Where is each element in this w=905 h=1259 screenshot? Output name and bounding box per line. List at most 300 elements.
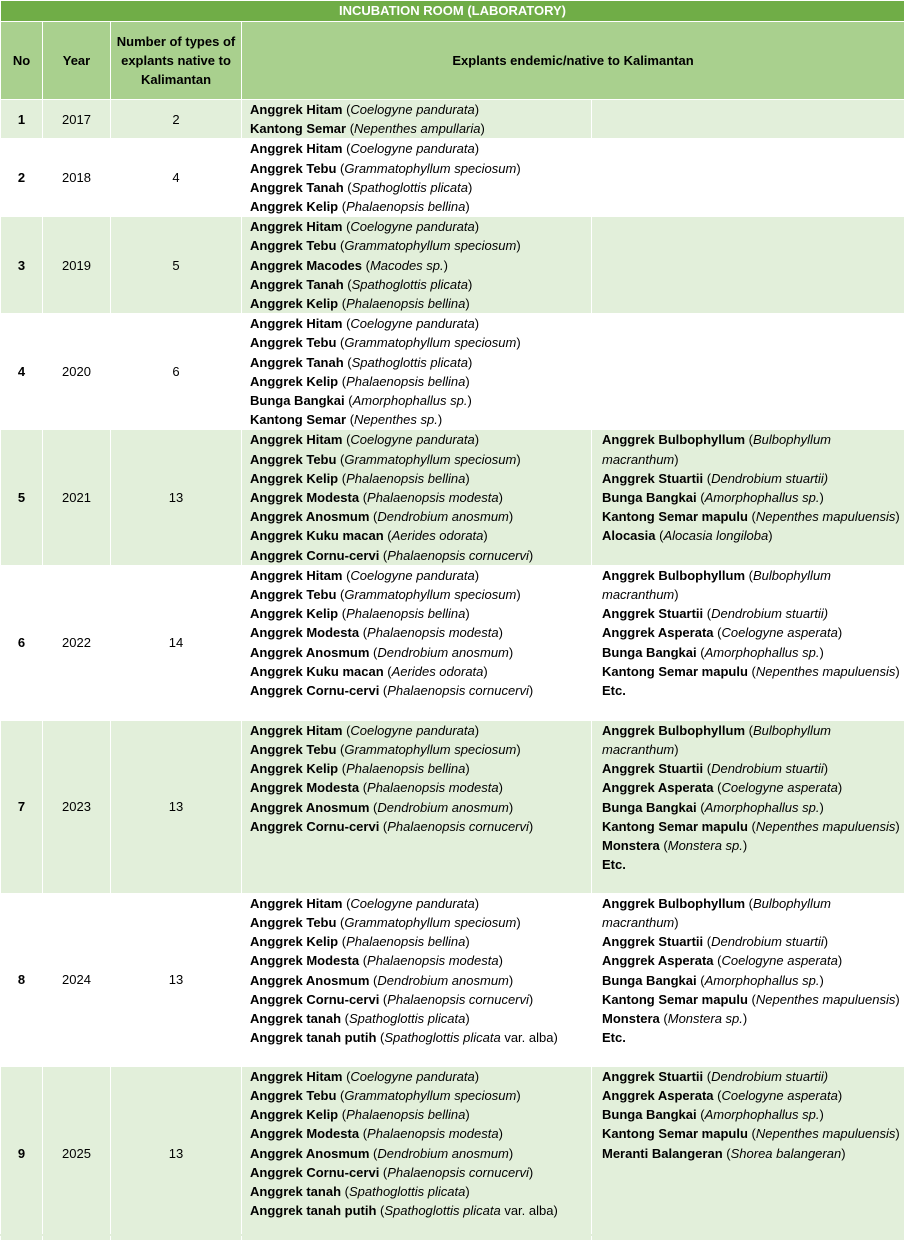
paren-open: (	[369, 1145, 378, 1161]
paren-open: (	[342, 567, 351, 583]
row-count: 13	[111, 720, 242, 893]
explant-entry	[602, 566, 902, 604]
scientific-name: Phalaenopsis modesta	[367, 490, 499, 506]
explant-entry	[602, 662, 902, 681]
common-name: Anggrek Hitam	[250, 722, 343, 738]
scientific-name: Amorphophallus sp.	[704, 799, 820, 815]
common-name: Bunga Bangkai	[602, 972, 697, 988]
row-number: 8	[1, 893, 43, 1066]
paren-open: (	[655, 528, 664, 544]
paren-open: (	[342, 1068, 351, 1084]
explant-entry	[250, 643, 589, 662]
scientific-name: Alocasia longiloba	[663, 528, 769, 544]
common-name: Anggrek tanah putih	[250, 1203, 377, 1219]
scientific-name: Phalaenopsis bellina	[346, 761, 466, 777]
explant-entry	[250, 740, 589, 759]
paren-open: (	[376, 1203, 385, 1219]
paren-close: )	[465, 470, 470, 486]
explant-entry	[602, 430, 902, 468]
paren-open: (	[342, 895, 351, 911]
explant-entry	[250, 585, 589, 604]
explant-entry	[250, 913, 589, 932]
common-name: Etc.	[602, 1030, 626, 1046]
paren-close: )	[474, 219, 480, 235]
explant-entry	[602, 526, 902, 545]
header-count: Number of types of explants native to Kalimantan	[111, 22, 242, 100]
scientific-name: Grammatophyllum speciosum	[344, 1088, 517, 1104]
paren-close: )	[508, 509, 514, 525]
paren-close: )	[508, 1145, 514, 1161]
explant-entry	[250, 197, 589, 216]
explant-list-left	[242, 565, 592, 720]
scientific-name: Coelogyne pandurata	[350, 219, 475, 235]
paren-open: (	[342, 432, 351, 448]
explant-entry	[250, 778, 589, 797]
paren-open: (	[338, 373, 347, 389]
common-name: Kantong Semar mapulu	[602, 663, 748, 679]
explant-entry	[250, 333, 589, 352]
common-name: Anggrek Kuku macan	[250, 663, 384, 679]
paren-open: (	[383, 663, 392, 679]
scientific-name: Phalaenopsis modesta	[367, 1126, 499, 1142]
common-name: Bunga Bangkai	[250, 393, 345, 409]
explant-entry	[250, 894, 589, 913]
table-row	[1, 217, 905, 314]
paren-open: (	[747, 991, 756, 1007]
common-name: Anggrek Hitam	[250, 432, 343, 448]
paren-open: (	[379, 1164, 388, 1180]
scientific-name: Phalaenopsis bellina	[346, 199, 466, 215]
paren-close: )	[841, 1145, 846, 1161]
paren-close: )	[516, 335, 521, 351]
explant-list-right	[592, 893, 905, 1066]
explant-entry	[602, 1028, 902, 1047]
paren-close: )	[467, 354, 473, 370]
scientific-name: Spathoglottis plicata	[351, 354, 468, 370]
scientific-name: Dendrobium anosmum	[377, 644, 509, 660]
common-name: Anggrek Stuartii	[602, 470, 704, 486]
common-name: Anggrek Kelip	[250, 606, 339, 622]
paren-close: )	[474, 567, 480, 583]
common-name: Anggrek Tanah	[250, 354, 344, 370]
common-name: Anggrek Stuartii	[602, 606, 704, 622]
scientific-name: Monstera sp.	[667, 1011, 743, 1027]
common-name: Anggrek Asperata	[602, 953, 714, 969]
paren-close: )	[674, 587, 679, 603]
explant-entry	[250, 119, 589, 138]
scientific-name: Phalaenopsis modesta	[367, 953, 499, 969]
explant-list-left	[242, 1066, 592, 1240]
paren-close: )	[516, 451, 521, 467]
table-row	[1, 893, 905, 1066]
common-name: Anggrek Cornu-cervi	[250, 547, 380, 563]
common-name: Kantong Semar mapulu	[602, 991, 748, 1007]
explant-entry	[602, 990, 902, 1009]
paren-close: )	[465, 199, 470, 215]
explant-entry	[250, 1201, 589, 1220]
paren-close: )	[516, 1088, 521, 1104]
paren-close: )	[516, 742, 521, 758]
row-number: 4	[1, 314, 43, 430]
paren-open: (	[342, 722, 351, 738]
table-row	[1, 100, 905, 139]
common-name: Anggrek Modesta	[250, 490, 360, 506]
paren-open: (	[696, 490, 705, 506]
explant-entry	[250, 100, 589, 119]
common-name: Anggrek Bulbophyllum	[602, 432, 745, 448]
row-number: 2	[1, 139, 43, 217]
explant-entry	[250, 488, 589, 507]
scientific-name: Phalaenopsis modesta	[367, 625, 499, 641]
scientific-name: Phalaenopsis cornucervi	[387, 683, 529, 699]
common-name: Anggrek Tebu	[250, 587, 337, 603]
paren-open: (	[745, 567, 753, 583]
common-name: Meranti Balangeran	[602, 1145, 723, 1161]
scientific-name: Phalaenopsis bellina	[346, 373, 466, 389]
paren-open: (	[341, 1011, 349, 1027]
paren-close: )	[742, 838, 748, 854]
explant-list-right	[592, 720, 905, 893]
explant-list-right	[592, 217, 905, 314]
common-name: Bunga Bangkai	[602, 644, 697, 660]
paren-close: )	[516, 915, 521, 931]
paren-close: )	[498, 625, 503, 641]
common-name: Bunga Bangkai	[602, 490, 697, 506]
paren-open: (	[338, 1107, 347, 1123]
explant-entry	[602, 932, 902, 951]
common-name: Anggrek Tebu	[250, 742, 337, 758]
paren-open: (	[336, 335, 345, 351]
paren-close: )	[837, 780, 843, 796]
paren-open: (	[336, 1088, 345, 1104]
paren-open: (	[338, 296, 347, 312]
row-count: 4	[111, 139, 242, 217]
scientific-name: Spathoglottis plicata	[348, 1011, 466, 1027]
scientific-name: Phalaenopsis bellina	[346, 606, 466, 622]
paren-open: (	[713, 953, 722, 969]
paren-close: )	[823, 761, 829, 777]
paren-close: )	[443, 257, 448, 273]
paren-open: (	[336, 742, 345, 758]
common-name: Anggrek Anosmum	[250, 799, 370, 815]
paren-close: )	[674, 742, 679, 758]
explant-entry	[250, 217, 589, 236]
scientific-name: Nepenthes mapuluensis	[755, 1126, 896, 1142]
explant-list-right	[592, 565, 905, 720]
explant-entry	[250, 236, 589, 255]
scientific-name: Dendrobium stuartii)	[711, 1068, 829, 1084]
row-year: 2022	[43, 565, 111, 720]
scientific-name: Dendrobium stuartii	[711, 761, 824, 777]
row-number: 7	[1, 720, 43, 893]
paren-close: )	[465, 1011, 470, 1027]
common-name: Anggrek Hitam	[250, 567, 343, 583]
row-count: 14	[111, 565, 242, 720]
scientific-name: Dendrobium stuartii	[711, 934, 824, 950]
paren-open: (	[379, 818, 388, 834]
paren-close: )	[819, 490, 824, 506]
explant-entry	[250, 817, 589, 836]
common-name: Anggrek Anosmum	[250, 644, 370, 660]
paren-open: (	[747, 1126, 756, 1142]
explant-entry	[602, 1086, 902, 1105]
explant-entry	[250, 430, 589, 449]
scientific-name: Coelogyne asperata	[721, 1088, 838, 1104]
scientific-name: Coelogyne pandurata	[350, 895, 475, 911]
row-count: 13	[111, 893, 242, 1066]
scientific-name: Bulbophyllum macranthum	[602, 895, 831, 931]
scientific-name: Aerides odorata	[391, 663, 484, 679]
scientific-name: Grammatophyllum speciosum	[344, 451, 517, 467]
explant-entry	[250, 1105, 589, 1124]
paren-close: )	[516, 238, 521, 254]
paren-open: (	[336, 451, 345, 467]
paren-open: (	[342, 102, 351, 117]
scientific-name: Amorphophallus sp.	[352, 393, 468, 409]
paren-close: )	[528, 683, 534, 699]
paren-close: )	[465, 606, 470, 622]
scientific-name: Macodes sp.	[369, 257, 444, 273]
explant-entry	[250, 1124, 589, 1143]
explant-entry	[602, 488, 902, 507]
scientific-name: Nepenthes mapuluensis	[755, 663, 896, 679]
common-name: Anggrek Kelip	[250, 373, 339, 389]
scientific-name: Bulbophyllum macranthum	[602, 432, 831, 467]
explant-entry	[250, 507, 589, 526]
paren-close: )	[895, 509, 900, 525]
paren-open: (	[342, 316, 351, 332]
scientific-name: Nepenthes mapuluensis	[755, 818, 896, 834]
paren-close: )	[819, 799, 824, 815]
explant-entry	[602, 643, 902, 662]
explant-entry	[250, 294, 589, 313]
explant-entry	[250, 410, 589, 429]
row-year: 2019	[43, 217, 111, 314]
scientific-name: Spathoglottis plicata	[351, 179, 468, 195]
row-year: 2020	[43, 314, 111, 430]
explant-entry	[602, 1067, 902, 1086]
scientific-name: Dendrobium stuartii)	[711, 606, 829, 622]
common-name: Anggrek Hitam	[250, 219, 343, 235]
paren-close: )	[498, 490, 503, 506]
common-name: Anggrek Modesta	[250, 1126, 360, 1142]
paren-open: (	[341, 1184, 349, 1200]
paren-close: )	[474, 316, 480, 332]
explant-entry	[250, 275, 589, 294]
table-row	[1, 139, 905, 217]
paren-close: )	[465, 934, 470, 950]
paren-close: )	[498, 780, 503, 796]
paren-open: (	[383, 528, 392, 544]
paren-close: )	[467, 393, 472, 409]
paren-close: )	[837, 1088, 843, 1104]
paren-close: )	[465, 1184, 470, 1200]
explant-entry	[250, 662, 589, 681]
explant-list-right	[592, 139, 905, 217]
paren-open: (	[369, 644, 378, 660]
paren-close: var. alba)	[500, 1030, 558, 1046]
paren-close: )	[483, 528, 488, 544]
explant-entry	[250, 256, 589, 275]
common-name: Anggrek tanah	[250, 1184, 342, 1200]
common-name: Anggrek Cornu-cervi	[250, 1164, 380, 1180]
common-name: Kantong Semar	[250, 412, 347, 428]
explant-entry	[250, 1028, 589, 1047]
paren-open: (	[336, 915, 345, 931]
scientific-name: Coelogyne pandurata	[350, 722, 475, 738]
paren-open: (	[696, 972, 705, 988]
scientific-name: Phalaenopsis cornucervi	[387, 991, 529, 1007]
paren-open: (	[659, 838, 668, 854]
paren-open: (	[745, 722, 753, 738]
scientific-name: Coelogyne pandurata	[350, 432, 475, 448]
common-name: Kantong Semar	[250, 121, 347, 137]
paren-open: (	[703, 470, 712, 486]
common-name: Anggrek Tebu	[250, 915, 337, 931]
scientific-name: Coelogyne asperata	[721, 780, 838, 796]
paren-close: )	[480, 121, 485, 137]
explant-entry	[602, 1124, 902, 1143]
explant-entry	[250, 353, 589, 372]
common-name: Anggrek Hitam	[250, 1068, 343, 1084]
scientific-name: Phalaenopsis bellina	[346, 934, 466, 950]
common-name: Anggrek Kelip	[250, 761, 339, 777]
common-name: Kantong Semar mapulu	[602, 818, 748, 834]
common-name: Anggrek Bulbophyllum	[602, 722, 745, 738]
explant-list-left	[242, 720, 592, 893]
paren-open: (	[336, 587, 345, 603]
scientific-name: Dendrobium stuartii)	[711, 470, 829, 486]
explant-entry	[602, 681, 902, 700]
common-name: Anggrek Stuartii	[602, 934, 704, 950]
explant-entry	[250, 681, 589, 700]
paren-open: (	[713, 625, 722, 641]
explant-entry	[250, 951, 589, 970]
common-name: Anggrek Tebu	[250, 1088, 337, 1104]
explant-entry	[602, 1144, 902, 1163]
scientific-name: Nepenthes sp.	[354, 412, 438, 428]
table-row	[1, 1066, 905, 1240]
paren-close: )	[895, 818, 900, 834]
paren-open: (	[338, 470, 347, 486]
scientific-name: Phalaenopsis bellina	[346, 470, 466, 486]
scientific-name: Spathoglottis plicata	[384, 1030, 501, 1046]
explant-entry	[250, 159, 589, 178]
paren-open: (	[747, 818, 756, 834]
common-name: Anggrek Modesta	[250, 625, 360, 641]
explant-entry	[250, 798, 589, 817]
row-count: 2	[111, 100, 242, 139]
scientific-name: Bulbophyllum macranthum	[602, 722, 831, 758]
explant-list-left	[242, 314, 592, 430]
row-number: 5	[1, 430, 43, 565]
explant-list-right	[592, 100, 905, 139]
paren-close: )	[819, 644, 824, 660]
common-name: Anggrek Macodes	[250, 257, 362, 273]
paren-close: )	[474, 432, 480, 448]
row-year: 2018	[43, 139, 111, 217]
paren-open: (	[722, 1145, 731, 1161]
scientific-name: Spathoglottis plicata	[384, 1203, 501, 1219]
scientific-name: Grammatophyllum speciosum	[344, 160, 517, 176]
paren-open: (	[336, 238, 345, 254]
common-name: Etc.	[602, 857, 626, 873]
row-year: 2017	[43, 100, 111, 139]
paren-open: (	[696, 1107, 705, 1123]
row-number: 6	[1, 565, 43, 720]
row-count: 13	[111, 1066, 242, 1240]
paren-close: )	[498, 1126, 503, 1142]
explant-entry	[602, 836, 902, 855]
explant-entry	[602, 855, 902, 874]
paren-close: )	[837, 625, 843, 641]
scientific-name: Nepenthes mapuluensis	[755, 991, 896, 1007]
paren-close: )	[465, 373, 470, 389]
paren-close: )	[895, 1126, 900, 1142]
paren-close: )	[508, 972, 514, 988]
table-row	[1, 314, 905, 430]
paren-close: )	[508, 644, 514, 660]
paren-open: (	[346, 121, 355, 137]
scientific-name: Nepenthes ampullaria	[354, 121, 481, 137]
common-name: Anggrek Modesta	[250, 953, 360, 969]
table-bottom-border	[0, 1234, 904, 1236]
paren-close: )	[674, 915, 679, 931]
explant-entry	[602, 507, 902, 526]
table-row	[1, 565, 905, 720]
paren-open: (	[359, 490, 368, 506]
common-name: Bunga Bangkai	[602, 1107, 697, 1123]
paren-close: )	[819, 972, 824, 988]
common-name: Etc.	[602, 683, 626, 699]
paren-open: (	[338, 761, 347, 777]
common-name: Anggrek Tebu	[250, 238, 337, 254]
explant-entry	[602, 798, 902, 817]
common-name: Anggrek Stuartii	[602, 1068, 704, 1084]
paren-open: (	[745, 895, 753, 911]
explant-entry	[602, 778, 902, 797]
scientific-name: Shorea balangeran	[730, 1145, 842, 1161]
row-year: 2023	[43, 720, 111, 893]
paren-close: )	[465, 296, 470, 312]
common-name: Anggrek Cornu-cervi	[250, 818, 380, 834]
paren-close: )	[508, 799, 514, 815]
row-year: 2025	[43, 1066, 111, 1240]
paren-close: )	[465, 1107, 470, 1123]
paren-close: )	[528, 991, 534, 1007]
scientific-name: Amorphophallus sp.	[704, 1107, 820, 1123]
paren-open: (	[703, 1068, 712, 1084]
common-name: Anggrek Tanah	[250, 276, 344, 292]
header-explants: Explants endemic/native to Kalimantan	[242, 22, 905, 100]
common-name: Anggrek Hitam	[250, 102, 343, 117]
row-count: 13	[111, 430, 242, 565]
paren-close: )	[474, 141, 480, 157]
explant-entry	[250, 1086, 589, 1105]
paren-open: (	[713, 780, 722, 796]
explant-entry	[250, 721, 589, 740]
paren-close: )	[483, 663, 488, 679]
paren-open: (	[369, 799, 378, 815]
paren-open: (	[747, 663, 756, 679]
explant-entry	[250, 566, 589, 585]
scientific-name: Coelogyne pandurata	[350, 316, 475, 332]
scientific-name: Phalaenopsis bellina	[346, 1107, 466, 1123]
paren-close: )	[474, 722, 480, 738]
explant-entry	[250, 623, 589, 642]
common-name: Monstera	[602, 838, 660, 854]
explant-entry	[250, 1163, 589, 1182]
